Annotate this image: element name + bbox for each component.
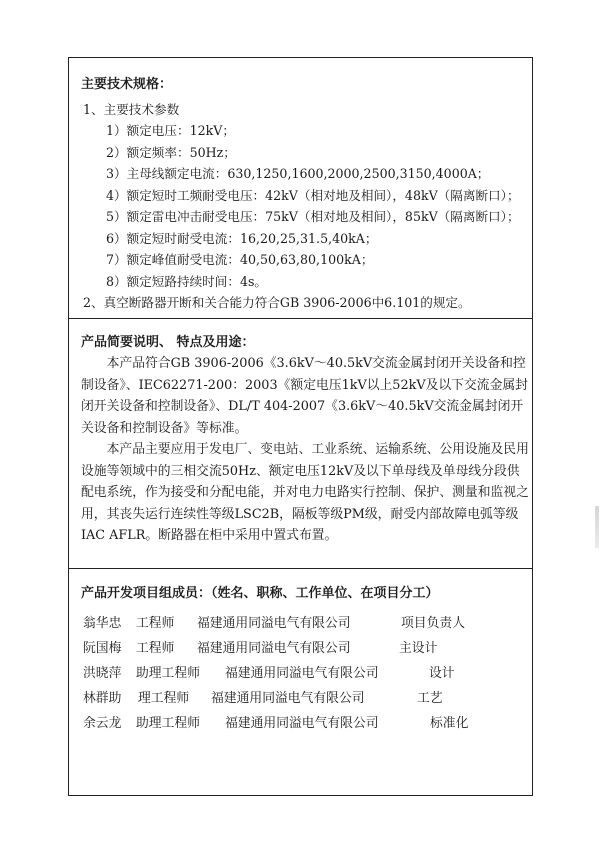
scan-edge-mark bbox=[595, 506, 599, 548]
team-heading: 产品开发项目组成员：（姓名、职称、工作单位、在项目分工） bbox=[81, 586, 439, 601]
member-role: 工艺 bbox=[417, 691, 443, 706]
description-paragraph-2: 本产品主要应用于发电厂、变电站、工业系统、运输系统、公用设施及民用设施等领域中的三相交流50Hz、额定电压12kV及以下单母线及单母线分段供配电系统，作为接受和分配电能，并对电力电路实行控制、保护、测量和监视之用，其丧失运行连续性等级LSC2B，隔板等级PM级，耐受内部故障电弧等级IAC AFLR。断路器在柜中采用中置式布置。 bbox=[81, 442, 529, 543]
spec-item: 1）额定电压：12kV； bbox=[106, 123, 235, 138]
description-paragraph-1: 本产品符合GB 3906-2006《3.6kV～40.5kV交流金属封闭开关设备和控制设备》、IEC62271-200：2003《额定电压1kV以上52kV及以下交流金属封闭开关设备和控制设备》、DL/T 404-2007《3.6kV～40.5kV交流金属封闭开关设备和控制设备》等标准。 bbox=[81, 356, 528, 436]
spec-item: 3）主母线额定电流：630,1250,1600,2000,2500,3150,4000A； bbox=[106, 166, 490, 181]
member-title: 工程师 bbox=[136, 641, 175, 656]
member-title: 理工程师 bbox=[138, 691, 190, 706]
member-title: 工程师 bbox=[136, 616, 175, 631]
specs-section2: 2、真空断路器开断和关合能力符合GB 3906-2006中6.101的规定。 bbox=[83, 295, 471, 310]
member-company: 福建通用同溢电气有限公司 bbox=[225, 716, 379, 731]
specs-section bbox=[69, 58, 532, 318]
member-role: 项目负责人 bbox=[401, 616, 465, 631]
spec-item: 6）额定短时耐受电流：16,20,25,31.5,40kA； bbox=[106, 231, 378, 246]
description-heading: 产品简要说明、 特点及用途： bbox=[81, 335, 255, 350]
member-title: 助理工程师 bbox=[136, 716, 200, 731]
member-name: 余云龙 bbox=[83, 716, 122, 731]
member-company: 福建通用同溢电气有限公司 bbox=[197, 641, 351, 656]
member-role: 标准化 bbox=[430, 716, 469, 731]
member-name: 洪晓萍 bbox=[83, 666, 122, 681]
member-name: 阮国梅 bbox=[83, 641, 122, 656]
spec-item: 7）额定峰值耐受电流：40,50,63,80,100kA； bbox=[106, 252, 374, 267]
spec-item: 4）额定短时工频耐受电压：42kV（相对地及相间），48kV（隔离断口）； bbox=[106, 188, 520, 203]
spec-item: 2）额定频率：50Hz； bbox=[106, 145, 236, 160]
form-table bbox=[68, 57, 533, 796]
member-role: 设计 bbox=[429, 666, 455, 681]
member-company: 福建通用同溢电气有限公司 bbox=[225, 666, 379, 681]
specs-subtitle: 1、主要技术参数 bbox=[83, 102, 180, 117]
member-title: 助理工程师 bbox=[136, 666, 200, 681]
member-company: 福建通用同溢电气有限公司 bbox=[211, 691, 365, 706]
description-section bbox=[69, 318, 532, 568]
member-name: 翁华忠 bbox=[83, 616, 122, 631]
member-name: 林群助 bbox=[83, 691, 122, 706]
member-role: 主设计 bbox=[399, 641, 438, 656]
member-company: 福建通用同溢电气有限公司 bbox=[197, 616, 351, 631]
spec-item: 8）额定短路持续时间：4s。 bbox=[106, 274, 268, 289]
spec-item: 5）额定雷电冲击耐受电压：75kV（相对地及相间），85kV（隔离断口）； bbox=[106, 209, 520, 224]
team-section bbox=[69, 568, 532, 797]
specs-heading: 主要技术规格： bbox=[81, 77, 173, 92]
